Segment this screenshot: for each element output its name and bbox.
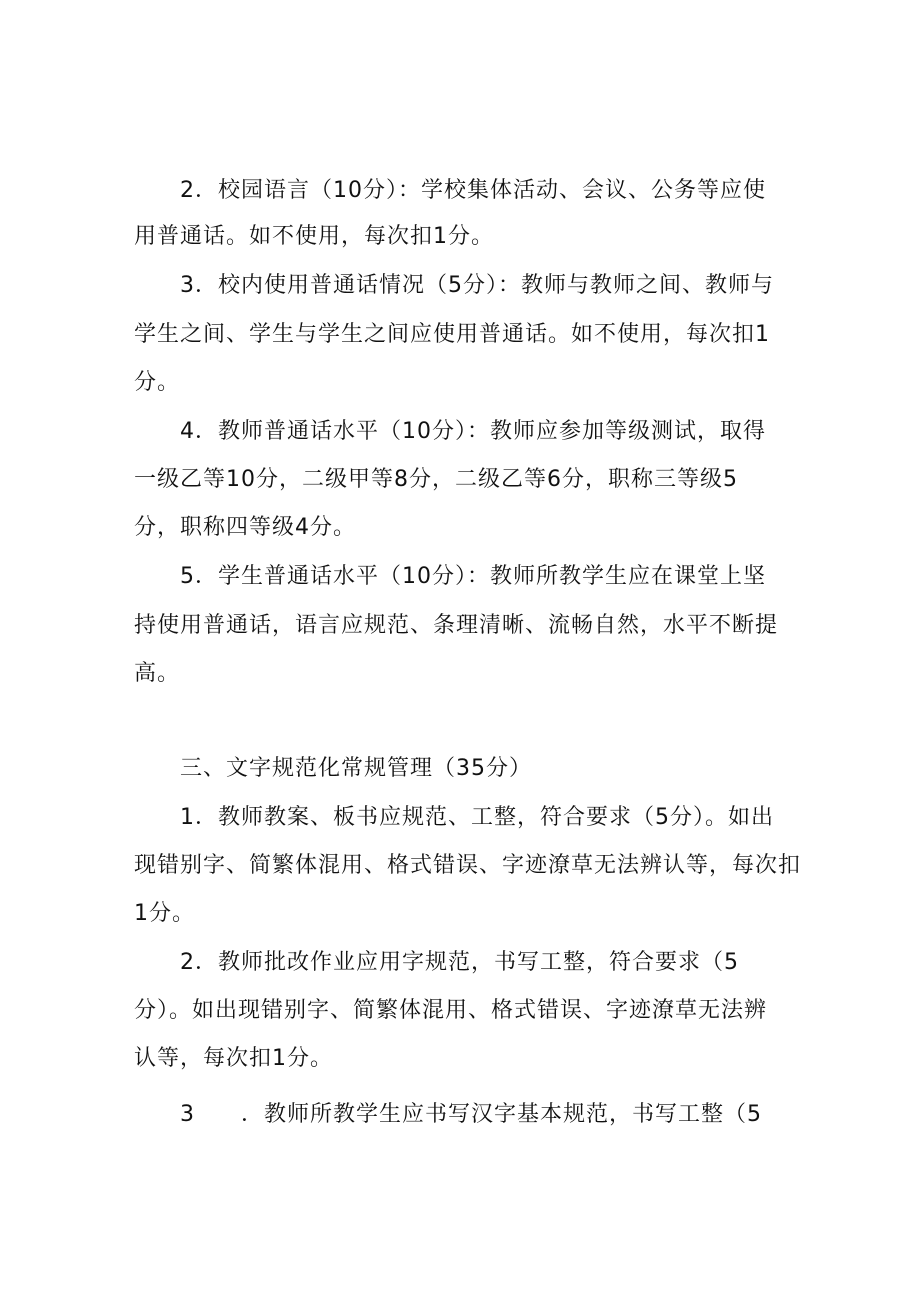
section-3-item-1-line-1: 1．教师教案、板书应规范、工整，符合要求（5分）。如出 (180, 805, 774, 830)
item-5-line-1: 5．学生普通话水平（10分）：教师所教学生应在课堂上坚 (180, 564, 766, 589)
item-4-line-3: 分，职称四等级4分。 (134, 515, 356, 540)
item-3-line-3: 分。 (134, 370, 181, 395)
item-4-line-2: 一级乙等10分，二级甲等8分，二级乙等6分，职称三等级5 (134, 467, 738, 492)
item-3-line-2: 学生之间、学生与学生之间应使用普通话。如不使用，每次扣1 (134, 322, 770, 347)
item-4-line-1: 4．教师普通话水平（10分）：教师应参加等级测试，取得 (180, 419, 766, 444)
section-3-heading: 三、文字规范化常规管理（35分） (180, 756, 532, 781)
item-2-line-1: 2．校园语言（10分）：学校集体活动、会议、公务等应使 (180, 178, 766, 203)
item-2-line-2: 用普通话。如不使用，每次扣1分。 (134, 224, 494, 249)
section-3-item-3-line-1: 3 ．教师所教学生应书写汉字基本规范，书写工整（5 (180, 1102, 762, 1127)
item-3-line-1: 3．校内使用普通话情况（5分）：教师与教师之间、教师与 (180, 273, 774, 298)
item-5-line-2: 持使用普通话，语言应规范、条理清晰、流畅自然，水平不断提 (134, 613, 779, 638)
section-3-item-2-line-1: 2．教师批改作业应用字规范，书写工整，符合要求（5 (180, 950, 739, 975)
section-3-item-2-line-3: 认等，每次扣1分。 (134, 1046, 333, 1071)
item-5-line-3: 高。 (134, 661, 181, 686)
section-3-item-2-line-2: 分）。如出现错别字、简繁体混用、格式错误、字迹潦草无法辨 (134, 998, 768, 1023)
section-3-item-1-line-3: 1分。 (134, 901, 195, 926)
section-3-item-1-line-2: 现错别字、简繁体混用、格式错误、字迹潦草无法辨认等，每次扣 (134, 853, 802, 878)
